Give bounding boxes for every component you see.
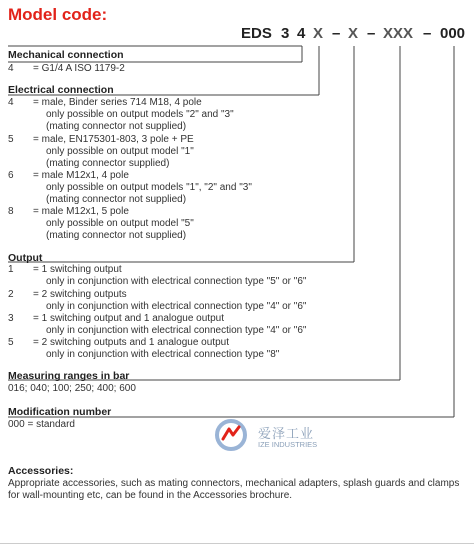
elec-header: Electrical connection — [8, 84, 114, 96]
elec-line: = male M12x1, 5 pole — [33, 206, 129, 217]
output-line: = 2 switching outputs — [33, 289, 127, 300]
ranges-value: 016; 040; 100; 250; 400; 600 — [8, 383, 136, 394]
logo-text-en: IZE INDUSTRIES — [258, 440, 318, 449]
code-mech: 4 — [297, 25, 306, 42]
output-num: 3 — [8, 313, 14, 324]
logo-text-cn: 爱泽工业 — [258, 426, 315, 441]
modification-value: 000 = standard — [8, 419, 75, 430]
output-num: 5 — [8, 337, 14, 348]
code-modification: 000 — [440, 25, 466, 42]
elec-num: 5 — [8, 134, 14, 145]
elec-line: only possible on output model "5" — [46, 218, 194, 229]
elec-line: (mating connector not supplied) — [46, 194, 187, 205]
elec-line: only possible on output model "1" — [46, 146, 194, 157]
elec-line: (mating connector supplied) — [46, 158, 170, 169]
accessories-text: Appropriate accessories, such as mating connectors, mechanical adapters, splash guards and clamps for wall-mounting etc, can be found in the Accessories brochure. — [8, 478, 460, 501]
page-title: Model code: — [8, 5, 108, 24]
elec-num: 4 — [8, 97, 14, 108]
code-dash-3: – — [423, 25, 432, 42]
output-line: only in conjunction with electrical connection type "5" or "6" — [46, 276, 307, 287]
output-header: Output — [8, 252, 43, 264]
output-line: only in conjunction with electrical connection type "4" or "6" — [46, 301, 307, 312]
elec-line: only possible on output models "2" and "3" — [46, 109, 234, 120]
elec-line: (mating connector not supplied) — [46, 121, 187, 132]
output-num: 2 — [8, 289, 14, 300]
code-eds: EDS — [241, 25, 272, 42]
elec-line: (mating connector not supplied) — [46, 230, 187, 241]
modification-header: Modification number — [8, 406, 112, 418]
output-line: = 2 switching outputs and 1 analogue output — [33, 337, 229, 348]
output-line: only in conjunction with electrical connection type "4" or "6" — [46, 325, 307, 336]
accessories-header: Accessories: — [8, 465, 74, 477]
code-range: XXX — [383, 25, 414, 42]
elec-line: = male, EN175301-803, 3 pole + PE — [33, 134, 194, 145]
output-num: 1 — [8, 264, 14, 275]
ize-logo-icon — [214, 418, 248, 452]
code-dash-2: – — [367, 25, 376, 42]
mech-num: 4 — [8, 63, 14, 74]
ranges-header: Measuring ranges in bar — [8, 370, 130, 382]
code-dash-1: – — [332, 25, 341, 42]
elec-line: = male M12x1, 4 pole — [33, 170, 129, 181]
elec-num: 8 — [8, 206, 14, 217]
output-line: = 1 switching output — [33, 264, 122, 275]
elec-num: 6 — [8, 170, 14, 181]
elec-line: only possible on output models "1", "2" and "3" — [46, 182, 252, 193]
code-elec: X — [313, 25, 324, 42]
bottom-divider — [0, 543, 474, 544]
code-series: 3 — [281, 25, 290, 42]
mech-header: Mechanical connection — [8, 49, 124, 61]
output-line: only in conjunction with electrical connection type "8" — [46, 349, 280, 360]
mech-line: = G1/4 A ISO 1179-2 — [33, 63, 125, 74]
code-output: X — [348, 25, 359, 42]
output-line: = 1 switching output and 1 analogue output — [33, 313, 224, 324]
elec-line: = male, Binder series 714 M18, 4 pole — [33, 97, 202, 108]
